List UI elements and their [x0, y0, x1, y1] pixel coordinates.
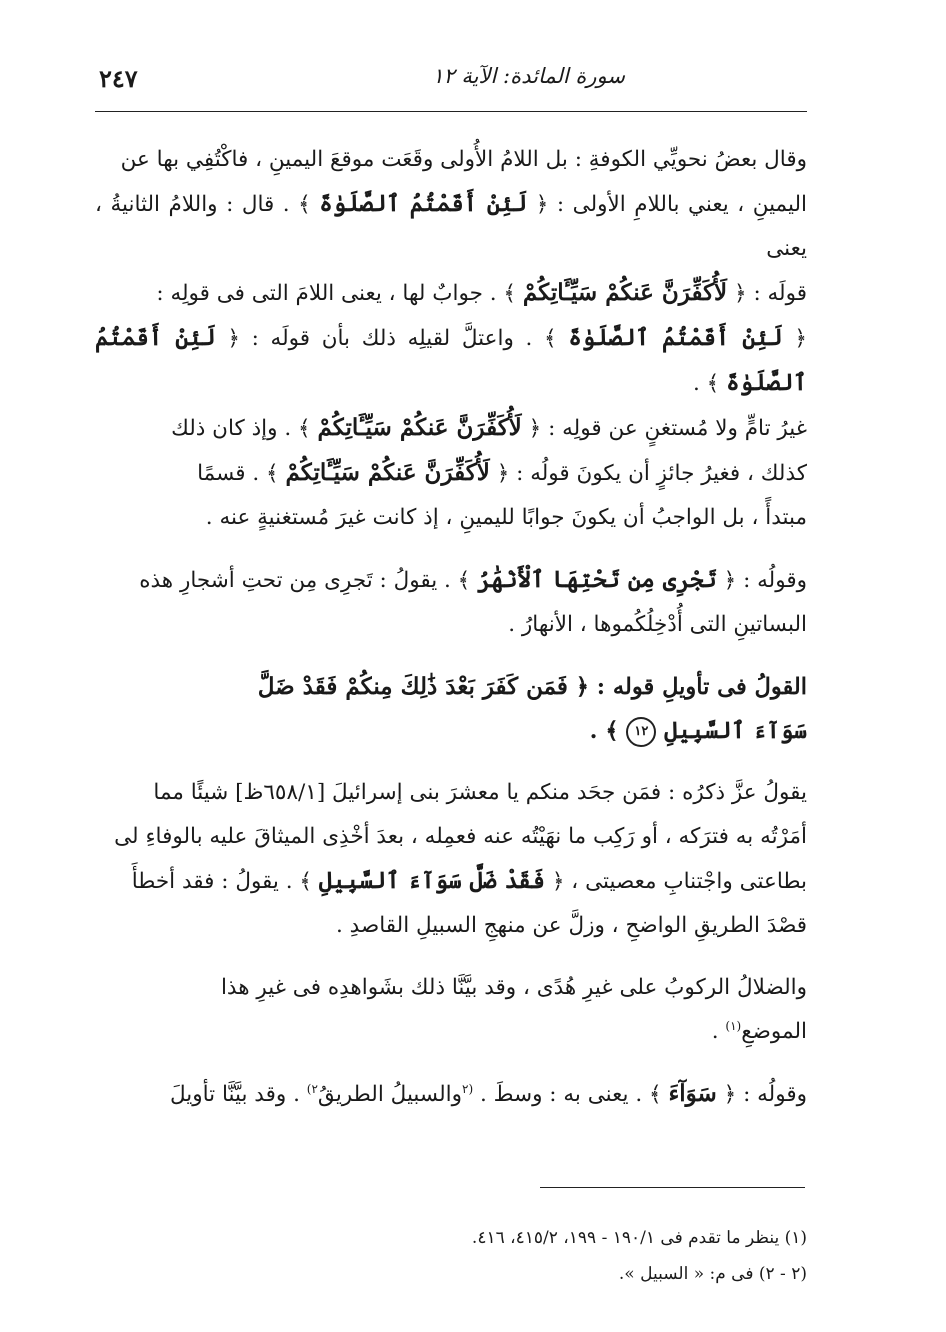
- running-header: [95, 60, 805, 104]
- footnote-ref[interactable]: ٢): [306, 1081, 318, 1096]
- text-span: ﴾ . يقولُ : فقد أخطأَ: [131, 869, 313, 894]
- text-line: [95, 1072, 807, 1117]
- page-number: ٢٤٧: [99, 64, 138, 93]
- text-span: والضلالُ الركوبُ على غيرِ هُدًى ، وقد بيَّنَّا ذلك بشَواهدِه فى غيرِ هذا: [220, 975, 807, 1000]
- quran-quote: لَئِنْ أَقَمْتُمُ ٱلصَّلَوٰةَ: [319, 190, 528, 217]
- text-line: [95, 316, 807, 406]
- section-heading: [95, 665, 807, 753]
- text-line: [95, 904, 807, 948]
- surah-title: سورة المائدة: الآية ١٢: [432, 64, 625, 88]
- quran-quote: سَوَآءَ: [668, 1080, 717, 1107]
- text-line: [95, 859, 807, 904]
- text-span: قصْدَ الطريقِ الواضحِ ، وزلَّ عن منهجِ السبيلِ القاصدِ .: [336, 913, 807, 938]
- heading-line: [95, 665, 807, 709]
- header-divider: [95, 111, 807, 112]
- text-line: [95, 496, 807, 540]
- footnote-divider: [540, 1187, 805, 1188]
- paragraph-sawa: [95, 1072, 807, 1117]
- footnote-1: (١) ينظر ما تقدم فى ١٩٠/١ - ١٩٩، ٤١٥/٢، ٤١٦.: [471, 1228, 807, 1248]
- text-span: اليمينِ ، يعني باللامِ الأولى : ﴿: [535, 192, 807, 217]
- text-span: ﴾ .: [693, 371, 720, 396]
- text-span: ﴾ . وإذ كان ذلك: [171, 416, 311, 441]
- text-line: [95, 451, 807, 496]
- text-line: [95, 966, 807, 1010]
- text-line: [95, 558, 807, 603]
- text-span: ﴾ . جوابٌ لها ، يعنى اللامَ التى فى قولِه :: [156, 281, 516, 306]
- quran-quote: فَقَدْ ضَلَّ سَوَآءَ ٱلسَّبِيلِ: [318, 867, 546, 894]
- footnote-ref[interactable]: (٢: [462, 1081, 474, 1096]
- text-span: البساتينِ التى أُدْخِلُكُموها ، الأنهارُ .: [508, 612, 807, 637]
- quran-quote: لَأُكَفِّرَنَّ عَنكُمْ سَيِّـَٔاتِكُمْ: [522, 279, 728, 306]
- quran-quote: سَوَآءَ ٱلسَّبِيلِ: [664, 717, 807, 744]
- text-span: بطاعتى واجْتنابِ معصيتى ، ﴿: [551, 869, 807, 894]
- verse-number-mark: ١٢: [626, 717, 656, 747]
- text-span: ﴾ . قال : واللامُ الثانيةُ ، يعنى: [95, 192, 807, 261]
- text-span: .: [711, 1019, 726, 1044]
- text-span: قولَه : ﴿: [734, 281, 807, 306]
- quran-quote: فَمَن كَفَرَ بَعْدَ ذَٰلِكَ مِنكُمْ فَقَدْ ضَلَّ: [257, 673, 568, 700]
- quran-quote: لَئِنْ أَقَمْتُمُ ٱلصَّلَوٰةَ: [568, 324, 783, 351]
- text-span: ﴾ . يقولُ : تَجرِى مِن تحتِ أشجارِ هذه: [139, 568, 471, 593]
- text-span: الموضعِ: [741, 1019, 807, 1044]
- text-line: [95, 406, 807, 451]
- text-span: ﴾ . يعنى به : وسطَ .: [473, 1082, 662, 1107]
- text-span: ﴾ .: [589, 718, 619, 744]
- text-line: [95, 771, 807, 815]
- text-line: [95, 182, 807, 271]
- text-span: أمَرْتُه به فترَكه ، أو رَكِب ما نهَيْتُه عنه فعمِله ، بعدَ أخْذِى الميثاقَ عليه بالوفاءِ لى: [114, 824, 807, 849]
- text-span: وقولُه : ﴿: [723, 1082, 807, 1107]
- quran-quote: تَجْرِى مِن تَحْتِهَا ٱلْأَنْهَٰرُ: [477, 566, 717, 593]
- quran-quote: لَأُكَفِّرَنَّ عَنكُمْ سَيِّـَٔاتِكُمْ: [285, 459, 490, 486]
- heading-line: [95, 709, 807, 753]
- footnote-ref[interactable]: (١): [725, 1018, 742, 1033]
- text-span: . وقد بيَّنَّا تأويلَ: [169, 1082, 307, 1107]
- text-span: ﴾ . قسمًا: [197, 461, 279, 486]
- heading-label: القولُ فى تأويلِ قوله : ﴿: [575, 674, 807, 700]
- paragraph-misguidance: [95, 966, 807, 1054]
- text-span: غيرُ تامٍّ ولا مُستغنٍ عن قولِه : ﴿: [528, 416, 807, 441]
- text-span: وقولُه : ﴿: [723, 568, 807, 593]
- text-line: [95, 815, 807, 859]
- text-span: يقولُ عزَّ ذكرُه : فمَن جحَد منكم يا معشرَ بنى إسرائيلَ [٦٥٨/١ظ] شيئًا مما: [153, 780, 807, 805]
- text-span: ﴾ . واعتلَّ لقيلِه ذلك بأن قولَه : ﴿: [227, 326, 557, 351]
- paragraph-grammar: [95, 138, 807, 540]
- footnote-2: (٢ - ٢) فى م: « السبيل ».: [618, 1264, 807, 1284]
- text-span: مبتدأً ، بل الواجبُ أن يكونَ جوابًا لليمينِ ، إذ كانت غيرَ مُستغنيةٍ عنه .: [205, 505, 807, 530]
- text-line: [95, 138, 807, 182]
- paragraph-tafsir: [95, 771, 807, 948]
- text-line: [95, 603, 807, 647]
- footnotes: [95, 1220, 807, 1292]
- text-line: [95, 271, 807, 316]
- main-text: [95, 138, 807, 1135]
- quran-quote: لَأُكَفِّرَنَّ عَنكُمْ سَيِّـَٔاتِكُمْ: [317, 414, 522, 441]
- paragraph-rivers: [95, 558, 807, 647]
- text-span: وقال بعضُ نحويِّي الكوفةِ : بل اللامُ الأُولى وقَعَت موقعَ اليمينِ ، فاكْتُفِي بها عن: [120, 147, 807, 172]
- text-line: [95, 1010, 807, 1054]
- quran-quote: لَئِنْ أَقَمْتُمُ ٱلصَّلَوٰةَ: [95, 324, 807, 396]
- text-span: كذلك ، فغيرُ جائزٍ أن يكونَ قولُه : ﴿: [496, 461, 807, 486]
- text-span: ﴿: [794, 326, 807, 351]
- text-span: والسبيلُ الطريقُ: [317, 1082, 463, 1107]
